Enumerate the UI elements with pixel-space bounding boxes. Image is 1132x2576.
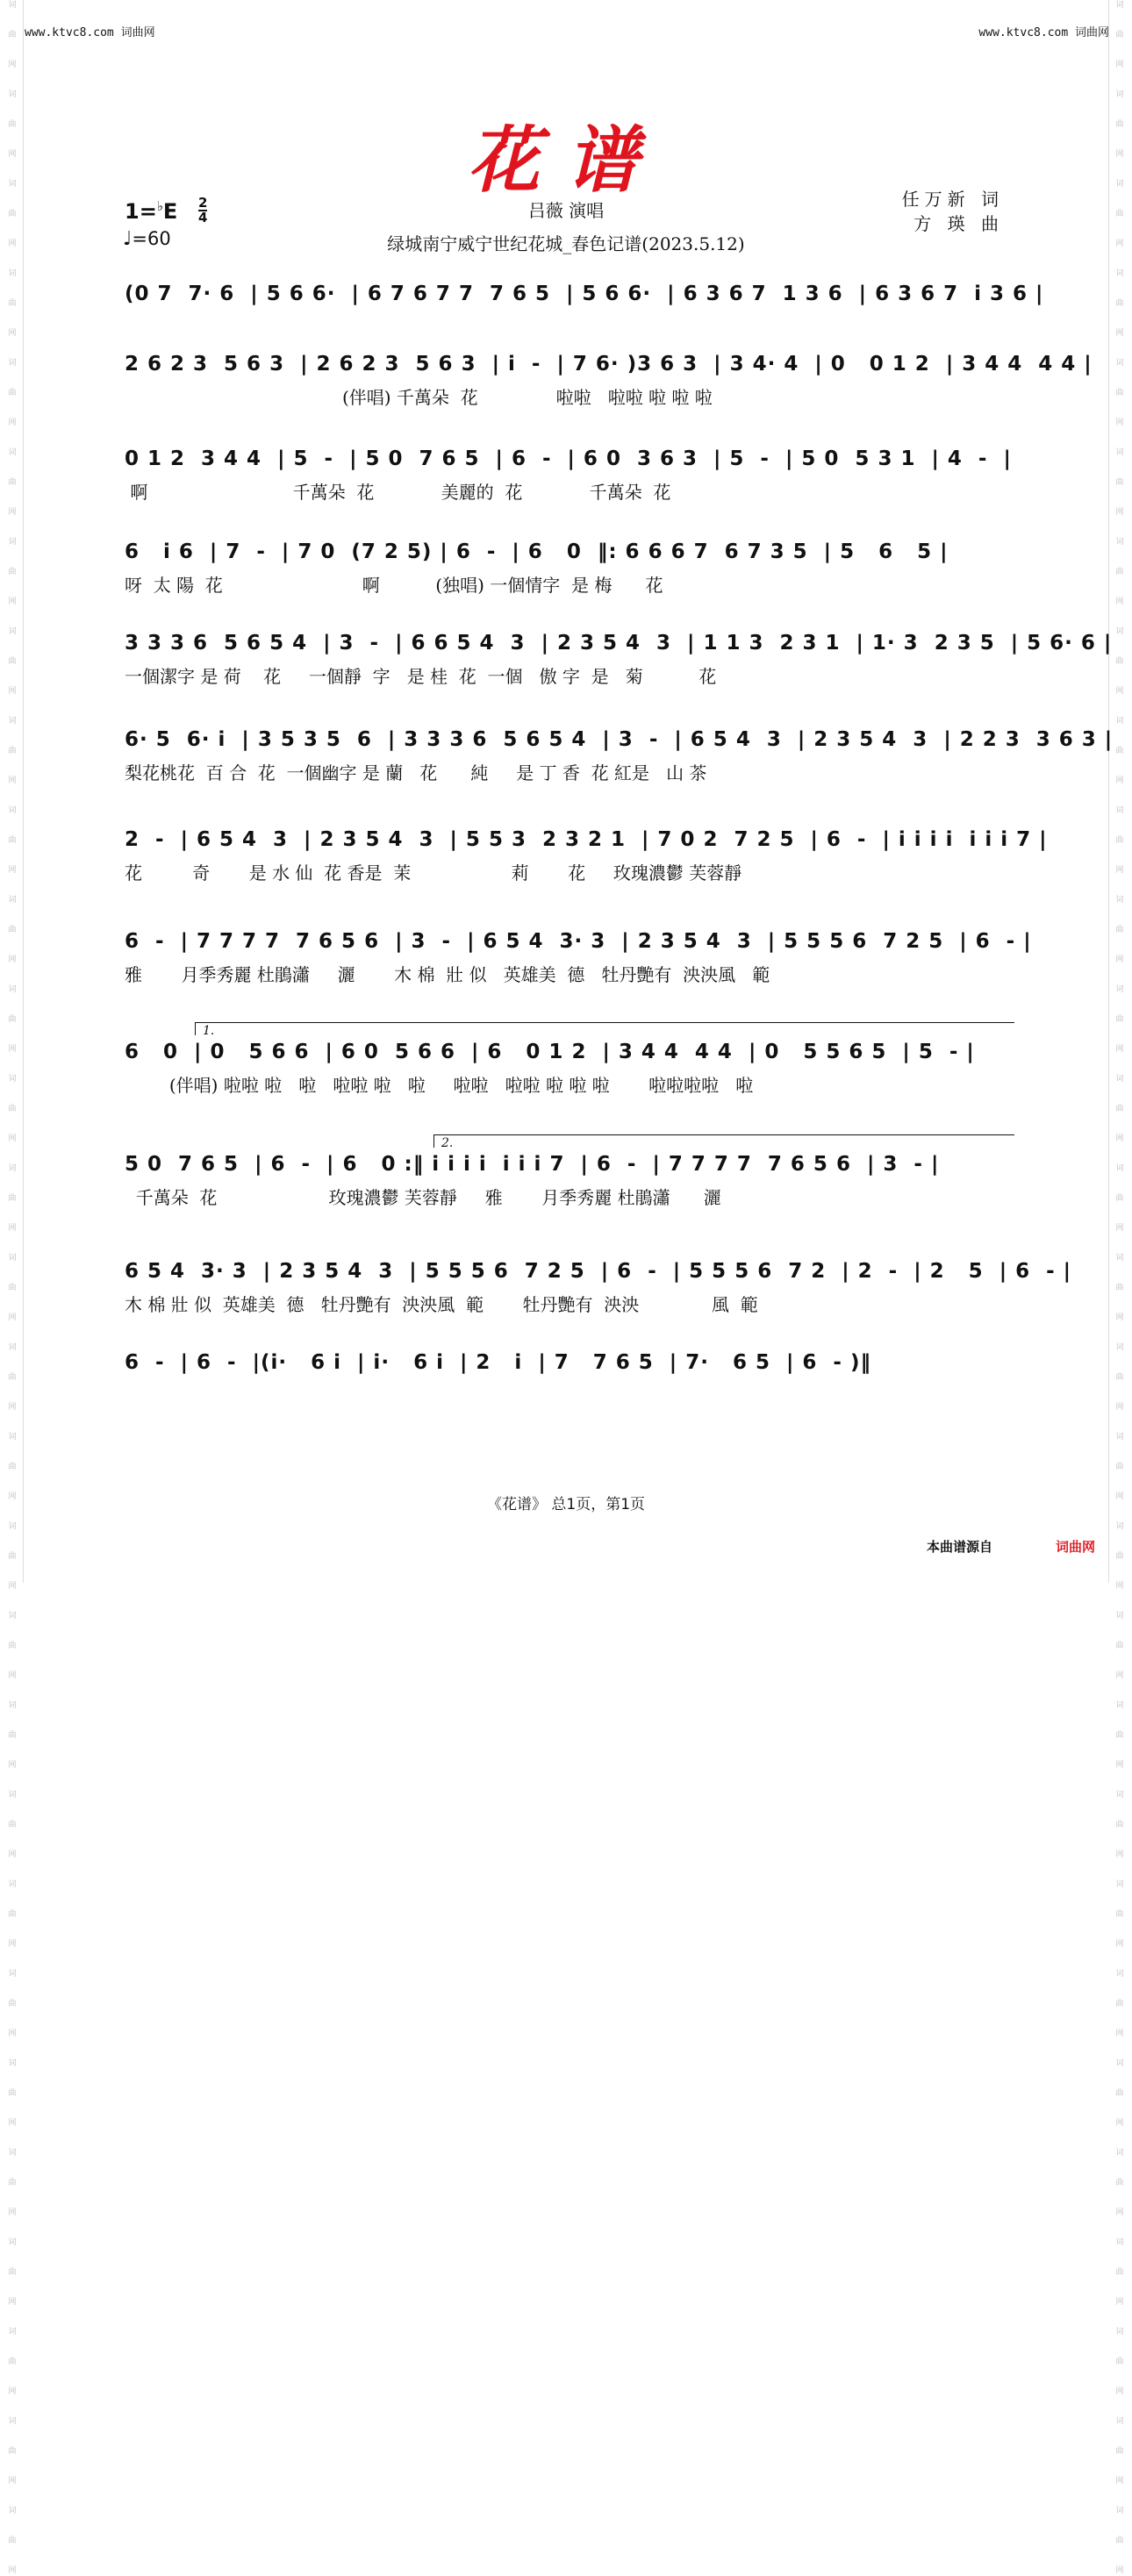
watermark-char: 网: [8, 1224, 17, 1233]
watermark-char: 词: [8, 1254, 17, 1263]
lyric-line: (伴唱) 啦啦 啦 啦 啦啦 啦 啦 啦啦 啦啦 啦 啦 啦 啦啦啦啦 啦: [125, 1075, 754, 1096]
watermark-char: 曲: [8, 210, 17, 218]
watermark-char: 曲: [8, 1373, 17, 1382]
score-line: [125, 825, 1048, 886]
score-line: [125, 1348, 1007, 1409]
watermark-char: 网: [8, 866, 17, 875]
watermark-char: 曲: [8, 2537, 17, 2545]
key-prefix: 1=: [125, 199, 157, 224]
lyric-line: 雅 月季秀麗 杜鵑瀟 灑 木 棉 壯 似 英雄美 德 牡丹艷有 泱泱風 範: [125, 964, 770, 985]
watermark-char: 词: [1115, 1791, 1124, 1800]
watermark-char: 网: [8, 419, 17, 427]
score-line: [125, 279, 1044, 340]
watermark-char: 曲: [8, 926, 17, 934]
watermark-char: 网: [1115, 1492, 1124, 1501]
watermark-char: 曲: [1115, 120, 1124, 129]
watermark-char: 词: [1115, 627, 1124, 636]
key-letter: E: [162, 199, 178, 224]
watermark-char: 词: [1115, 985, 1124, 994]
lyricist-credit: 任万新 词: [901, 189, 1004, 210]
watermark-char: 曲: [8, 2268, 17, 2277]
watermark-char: 曲: [1115, 2537, 1124, 2545]
watermark-char: 网: [1115, 2298, 1124, 2307]
watermark-char: 曲: [1115, 1552, 1124, 1561]
watermark-char: 词: [1115, 1701, 1124, 1710]
watermark-char: 词: [1115, 1075, 1124, 1084]
watermark-char: 曲: [1115, 1373, 1124, 1382]
notation-line: 6 0 | 0 5 6 6 | 6 0 5 6 6 | 6 0 1 2 | 3 4 4 4 4 | 0 5 5 6 5 | 5 - |: [125, 1041, 975, 1063]
singer-credit: 吕薇 演唱: [527, 200, 605, 221]
watermark-char: 曲: [1115, 568, 1124, 576]
notator-credit: 绿城南宁威宁世纪花城_春色记谱(2023.5.12): [387, 233, 745, 254]
watermark-char: 曲: [8, 1463, 17, 1471]
watermark-char: 曲: [8, 1552, 17, 1561]
watermark-char: 曲: [8, 2358, 17, 2366]
watermark-char: 曲: [8, 120, 17, 129]
watermark-char: 曲: [1115, 478, 1124, 487]
watermark-char: 网: [1115, 1313, 1124, 1322]
flat-sign: ♭: [156, 198, 163, 214]
watermark-char: 词: [1115, 448, 1124, 457]
lyric-line: 花 奇 是 水 仙 花 香是 茉 莉 花 玫瑰濃鬱 芙蓉靜: [125, 862, 742, 884]
watermark-char: 网: [8, 1492, 17, 1501]
watermark-char: 词: [8, 896, 17, 905]
watermark-char: 词: [8, 180, 17, 189]
watermark-char: 词: [1115, 806, 1124, 815]
lyric-line: 木 棉 壯 似 英雄美 德 牡丹艷有 泱泱風 範 牡丹艷有 泱泱 風 範: [125, 1294, 758, 1315]
watermark-char: 曲: [8, 747, 17, 755]
watermark-char: 词: [8, 717, 17, 726]
watermark-char: 网: [8, 508, 17, 517]
watermark-char: 网: [8, 1761, 17, 1770]
watermark-char: 网: [8, 776, 17, 785]
watermark-char: 网: [1115, 150, 1124, 159]
watermark-char: 曲: [1115, 1463, 1124, 1471]
watermark-char: 网: [8, 1671, 17, 1680]
notation-line: 0 1 2 3 4 4 | 5 - | 5 0 7 6 5 | 6 - | 6 0 3 6 3 | 5 - | 5 0 5 3 1 | 4 - |: [125, 447, 1012, 470]
watermark-char: 曲: [1115, 389, 1124, 397]
quarter-note-icon: ♩: [123, 228, 133, 250]
watermark-char: 词: [1115, 1, 1124, 10]
watermark-char: 词: [1115, 2238, 1124, 2247]
lyric-line: (伴唱) 千萬朵 花 啦啦 啦啦 啦 啦 啦: [125, 387, 713, 408]
watermark-char: 网: [1115, 687, 1124, 696]
watermark-char: 网: [1115, 2387, 1124, 2396]
watermark-char: 网: [8, 1313, 17, 1322]
watermark-char: 词: [1115, 717, 1124, 726]
watermark-char: 网: [8, 2029, 17, 2038]
watermark-char: 词: [8, 2328, 17, 2336]
watermark-char: 网: [8, 329, 17, 338]
watermark-char: 词: [8, 2507, 17, 2515]
watermark-char: 曲: [8, 1105, 17, 1113]
site-url-left[interactable]: www.ktvc8.com 词曲网: [25, 26, 155, 39]
watermark-char: 网: [1115, 1582, 1124, 1591]
watermark-char: 网: [1115, 240, 1124, 248]
watermark-char: 词: [8, 1701, 17, 1710]
watermark-char: 网: [8, 1850, 17, 1859]
notation-line: 6 - | 6 - |(i· 6 i | i· 6 i | 2 i | 7 7 6 5 | 7· 6 5 | 6 - )‖: [125, 1351, 871, 1374]
watermark-char: 曲: [8, 299, 17, 308]
watermark-char: 曲: [1115, 657, 1124, 666]
watermark-char: 词: [8, 448, 17, 457]
watermark-char: 网: [1115, 1940, 1124, 1949]
lyric-line: 呀 太 陽 花 啊 (独唱) 一個情字 是 梅 花: [125, 575, 663, 596]
watermark-char: 曲: [8, 1821, 17, 1829]
watermark-char: 词: [1115, 180, 1124, 189]
watermark-char: 网: [1115, 1403, 1124, 1412]
watermark-char: 曲: [1115, 1105, 1124, 1113]
score-line: [125, 628, 1113, 690]
watermark-char: 词: [1115, 90, 1124, 99]
watermark-char: 网: [1115, 2208, 1124, 2217]
watermark-char: 词: [1115, 1164, 1124, 1173]
watermark-char: 网: [1115, 1671, 1124, 1680]
watermark-char: 曲: [1115, 1015, 1124, 1024]
lyric-line: 梨花桃花 百 合 花 一個幽字 是 蘭 花 純 是 丁 香 花 紅是 山 茶: [125, 762, 707, 784]
watermark-char: 网: [8, 150, 17, 159]
watermark-char: 网: [8, 240, 17, 248]
first-ending-bracket: 1.: [195, 1022, 1014, 1035]
watermark-char: 曲: [1115, 1642, 1124, 1650]
watermark-char: 曲: [1115, 2447, 1124, 2456]
watermark-char: 曲: [1115, 1731, 1124, 1740]
watermark-char: 曲: [1115, 299, 1124, 308]
score-line: [125, 1149, 1007, 1211]
watermark-char: 词: [1115, 2149, 1124, 2157]
watermark-char: 曲: [1115, 926, 1124, 934]
watermark-char: 词: [8, 538, 17, 547]
watermark-char: 网: [8, 2298, 17, 2307]
watermark-char: 网: [1115, 1134, 1124, 1143]
watermark-char: 曲: [8, 657, 17, 666]
source-label: 本曲谱源自: [927, 1539, 993, 1555]
score-line: [125, 927, 1032, 988]
watermark-char: 曲: [8, 1284, 17, 1292]
watermark-char: 曲: [1115, 2089, 1124, 2098]
watermark-char: 曲: [8, 568, 17, 576]
score-line: [125, 1037, 1007, 1098]
watermark-char: 曲: [8, 31, 17, 39]
watermark-char: 曲: [8, 1642, 17, 1650]
watermark-char: 网: [1115, 866, 1124, 875]
watermark-char: 网: [8, 1134, 17, 1143]
watermark-char: 曲: [8, 478, 17, 487]
watermark-char: 词: [1115, 1433, 1124, 1442]
watermark-char: 曲: [8, 2089, 17, 2098]
watermark-char: 网: [8, 955, 17, 964]
watermark-char: 词: [1115, 269, 1124, 278]
watermark-char: 曲: [8, 2447, 17, 2456]
watermark-char: 词: [1115, 1343, 1124, 1352]
watermark-char: 网: [8, 2208, 17, 2217]
watermark-char: 词: [8, 2149, 17, 2157]
watermark-char: 曲: [1115, 1194, 1124, 1203]
watermark-char: 词: [8, 1, 17, 10]
watermark-char: 曲: [1115, 1284, 1124, 1292]
watermark-char: 曲: [1115, 747, 1124, 755]
watermark-char: 词: [8, 1522, 17, 1531]
notation-line: 6 i 6 | 7 - | 7 0 (7 2 5) | 6 - | 6 0 ‖: 6 6 6 7 6 7 3 5 | 5 6 5 |: [125, 540, 949, 563]
watermark-char: 词: [8, 806, 17, 815]
watermark-char: 网: [8, 2387, 17, 2396]
watermark-char: 词: [8, 1075, 17, 1084]
score-line: [125, 1256, 1072, 1318]
watermark-char: 网: [1115, 61, 1124, 69]
watermark-char: 词: [8, 1612, 17, 1621]
watermark-char: 词: [8, 1164, 17, 1173]
lyric-line: 一個潔字 是 荷 花 一個靜 字 是 桂 花 一個 傲 字 是 菊 花: [125, 666, 717, 687]
watermark-char: 词: [8, 269, 17, 278]
watermark-char: 曲: [1115, 2358, 1124, 2366]
source-site-link[interactable]: 词曲网: [1056, 1539, 1096, 1555]
notation-line: 2 6 2 3 5 6 3 | 2 6 2 3 5 6 3 | i - | 7 6· )3 6 3 | 3 4· 4 | 0 0 1 2 | 3 4 4 4 4 |: [125, 353, 1093, 376]
watermark-char: 网: [8, 1582, 17, 1591]
watermark-char: 词: [8, 2238, 17, 2247]
lyric-line: 千萬朵 花 玫瑰濃鬱 芙蓉靜 雅 月季秀麗 杜鵑瀟 灑: [125, 1187, 721, 1208]
score-line: [125, 444, 1012, 505]
watermark-char: 网: [8, 61, 17, 69]
watermark-char: 词: [1115, 1612, 1124, 1621]
watermark-char: 词: [1115, 2328, 1124, 2336]
watermark-char: 网: [8, 1940, 17, 1949]
watermark-char: 网: [1115, 2119, 1124, 2128]
watermark-char: 词: [8, 985, 17, 994]
watermark-char: 曲: [1115, 2179, 1124, 2187]
watermark-char: 网: [1115, 2029, 1124, 2038]
watermark-char: 词: [8, 359, 17, 368]
watermark-char: 曲: [8, 1194, 17, 1203]
watermark-char: 词: [1115, 538, 1124, 547]
watermark-char: 网: [1115, 1224, 1124, 1233]
watermark-char: 词: [1115, 2417, 1124, 2426]
watermark-char: 网: [1115, 1850, 1124, 1859]
watermark-char: 词: [8, 1791, 17, 1800]
lyric-line: [125, 1383, 1007, 1409]
watermark-char: 网: [1115, 329, 1124, 338]
notation-line: 6 5 4 3· 3 | 2 3 5 4 3 | 5 5 5 6 7 2 5 | 6 - | 5 5 5 6 7 2 | 2 - | 2 5 | 6 - |: [125, 1260, 1072, 1283]
watermark-char: 网: [1115, 1761, 1124, 1770]
watermark-char: 词: [1115, 1254, 1124, 1263]
watermark-char: 词: [1115, 1522, 1124, 1531]
watermark-char: 词: [1115, 896, 1124, 905]
watermark-char: 词: [1115, 2507, 1124, 2515]
watermark-char: 曲: [1115, 2000, 1124, 2008]
watermark-char: 网: [8, 1045, 17, 1054]
watermark-char: 词: [1115, 2059, 1124, 2068]
watermark-char: 词: [8, 1433, 17, 1442]
notation-line: 6 - | 7 7 7 7 7 6 5 6 | 3 - | 6 5 4 3· 3 | 2 3 5 4 3 | 5 5 5 6 7 2 5 | 6 - |: [125, 930, 1032, 953]
watermark-char: 网: [8, 597, 17, 606]
watermark-char: 词: [1115, 1880, 1124, 1889]
watermark-char: 曲: [8, 389, 17, 397]
score-line: [125, 537, 1007, 598]
notation-line: (0 7 7· 6 | 5 6 6· | 6 7 6 7 7 7 6 5 | 5 6 6· | 6 3 6 7 1 3 6 | 6 3 6 7 i 3 6 |: [125, 283, 1044, 305]
lyric-line: [125, 314, 1007, 340]
watermark-char: 曲: [8, 836, 17, 845]
watermark-char: 网: [1115, 419, 1124, 427]
watermark-char: 网: [8, 2566, 17, 2575]
watermark-char: 网: [1115, 2477, 1124, 2486]
tempo-value: =60: [132, 228, 171, 249]
watermark-char: 词: [8, 90, 17, 99]
time-numerator: 2: [198, 195, 208, 211]
watermark-char: 网: [1115, 1045, 1124, 1054]
watermark-char: 网: [1115, 508, 1124, 517]
site-url-right[interactable]: www.ktvc8.com 词曲网: [978, 26, 1109, 39]
score-line: [125, 725, 1114, 786]
watermark-char: 词: [8, 627, 17, 636]
watermark-char: 词: [8, 2059, 17, 2068]
watermark-char: 词: [8, 1880, 17, 1889]
watermark-char: 网: [8, 2477, 17, 2486]
watermark-char: 曲: [8, 1910, 17, 1919]
score-line: [125, 349, 1093, 411]
watermark-char: 词: [1115, 359, 1124, 368]
watermark-char: 曲: [1115, 210, 1124, 218]
watermark-char: 词: [8, 1343, 17, 1352]
second-ending-bracket: 2.: [433, 1134, 1014, 1148]
watermark-char: 网: [1115, 776, 1124, 785]
watermark-char: 曲: [1115, 31, 1124, 39]
song-title: 花谱: [468, 118, 664, 203]
watermark-char: 网: [1115, 955, 1124, 964]
watermark-char: 网: [1115, 597, 1124, 606]
time-denominator: 4: [198, 210, 208, 225]
watermark-char: 曲: [8, 1015, 17, 1024]
watermark-char: 曲: [8, 1731, 17, 1740]
notation-line: 6· 5 6· i | 3 5 3 5 6 | 3 3 3 6 5 6 5 4 | 3 - | 6 5 4 3 | 2 3 5 4 3 | 2 2 3 3 6 3 |: [125, 728, 1114, 751]
watermark-char: 曲: [8, 2000, 17, 2008]
page-info: 《花谱》 总1页，第1页: [486, 1496, 646, 1513]
watermark-char: 曲: [1115, 2268, 1124, 2277]
watermark-char: 网: [8, 1403, 17, 1412]
watermark-char: 词: [8, 2417, 17, 2426]
watermark-char: 网: [8, 2119, 17, 2128]
composer-credit: 方 瑛 曲: [913, 213, 1004, 234]
notation-line: 5 0 7 6 5 | 6 - | 6 0 :‖ i i i i i i i 7 | 6 - | 7 7 7 7 7 6 5 6 | 3 - |: [125, 1153, 940, 1176]
watermark-char: 网: [8, 687, 17, 696]
watermark-char: 词: [8, 1970, 17, 1979]
watermark-char: 曲: [8, 2179, 17, 2187]
lyric-line: 啊 千萬朵 花 美麗的 花 千萬朵 花: [125, 482, 671, 503]
watermark-char: 网: [1115, 2566, 1124, 2575]
watermark-char: 曲: [1115, 836, 1124, 845]
notation-line: 2 - | 6 5 4 3 | 2 3 5 4 3 | 5 5 3 2 3 2 1 | 7 0 2 7 2 5 | 6 - | i i i i i i i 7 |: [125, 828, 1048, 851]
watermark-char: 曲: [1115, 1821, 1124, 1829]
watermark-char: 曲: [1115, 1910, 1124, 1919]
watermark-char: 词: [1115, 1970, 1124, 1979]
notation-line: 3 3 3 6 5 6 5 4 | 3 - | 6 6 5 4 3 | 2 3 5 4 3 | 1 1 3 2 3 1 | 1· 3 2 3 5 | 5 6· 6 |: [125, 632, 1113, 655]
